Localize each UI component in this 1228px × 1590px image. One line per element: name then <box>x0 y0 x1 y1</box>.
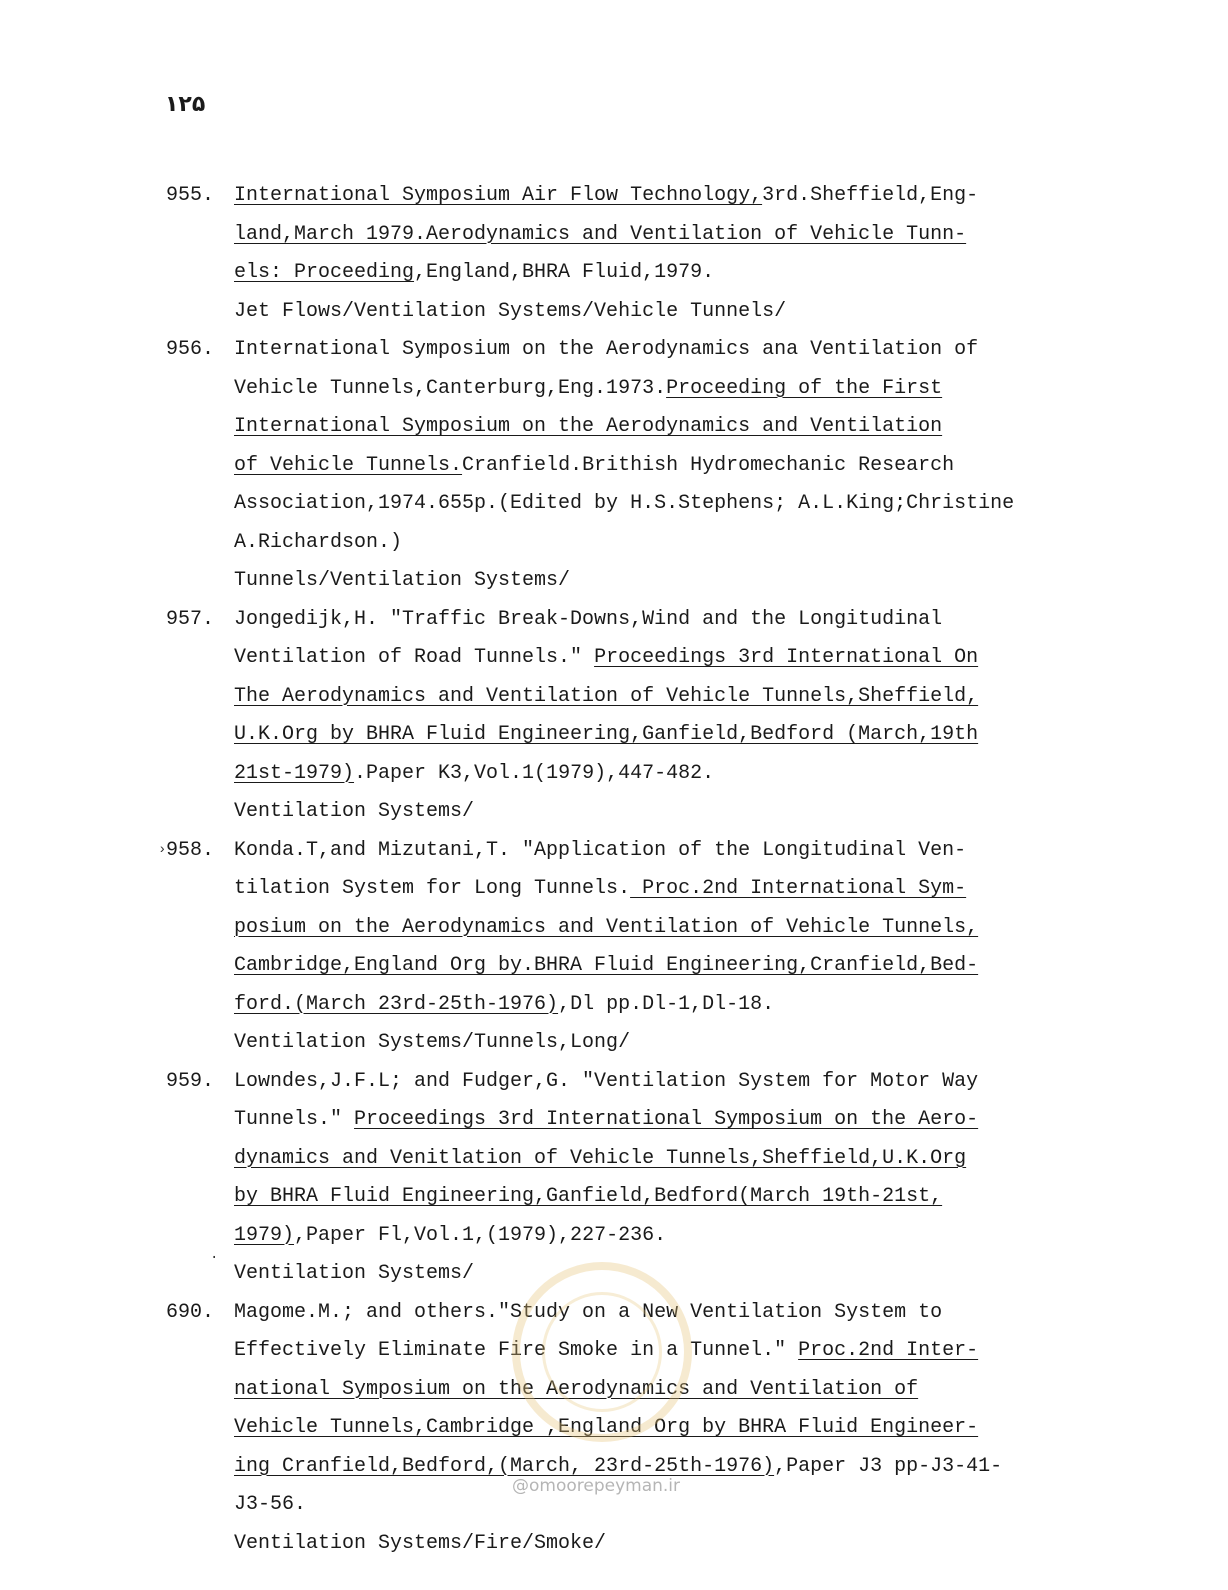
citation-line <box>234 370 1074 409</box>
bibliography-entry <box>0 331 1228 601</box>
citation-text-segment: .Paper K3,Vol.1(1979),447-482. <box>354 761 715 785</box>
citation-title-segment: els: Proceeding <box>234 261 415 284</box>
citation-line <box>234 870 1074 909</box>
citation-text-segment: Konda.T,and Mizutani,T. "Application of the Longitudinal Ven- <box>234 838 967 862</box>
watermark-url: @omoorepeyman.ir <box>512 1476 681 1496</box>
citation-text-segment: Ventilation of Road Tunnels." <box>234 646 595 669</box>
citation-line <box>234 1409 1074 1448</box>
citation-title-segment: Vehicle Tunnels,Cambridge ,England Org by BHRA Fluid Engineer- <box>234 1416 979 1439</box>
citation-line <box>234 909 1074 948</box>
citation-line <box>234 254 1074 293</box>
citation-title-segment: dynamics and Venitlation of Vehicle Tunnels,Sheffield,U.K.Org <box>234 1146 967 1170</box>
citation-line <box>234 678 1074 717</box>
citation-line <box>234 177 1074 216</box>
citation-text-segment: tilation System for Long Tunnels. <box>234 877 631 900</box>
citation-text-segment: Vehicle Tunnels,Canterburg,Eng.1973. <box>234 376 667 400</box>
citation-title-segment: Proceeding of the First <box>666 376 943 400</box>
citation-line <box>234 1371 1074 1410</box>
citation-title-segment: of Vehicle Tunnels. <box>234 453 463 477</box>
bibliography-list <box>0 177 1228 1563</box>
citation-line <box>234 524 1074 563</box>
citation-title-segment: Proc.2nd Inter- <box>798 1339 979 1362</box>
citation-text-segment: ,Paper J3 pp-J3-41- <box>774 1454 1003 1478</box>
citation-text-segment: Jongedijk,H. "Traffic Break-Downs,Wind and the Longitudinal <box>234 607 943 631</box>
citation-text-segment: J3-56. <box>234 1493 307 1516</box>
page-number: ١٢۵ <box>165 92 206 117</box>
citation-title-segment: 21st-1979) <box>234 761 355 785</box>
bibliography-entry <box>0 832 1228 1063</box>
citation-title-segment: Cambridge,England Org by.BHRA Fluid Engineering,Cranfield,Bed- <box>234 954 979 977</box>
citation-text-segment: Association,1974.655p.(Edited by H.S.Stephens; A.L.King;Christine <box>234 492 1015 515</box>
entry-number: 959. <box>166 1069 215 1093</box>
citation-title-segment: U.K.Org by BHRA Fluid Engineering,Ganfield,Bedford (March,19th <box>234 723 979 746</box>
citation-title-segment: ford.(March 23rd-25th-1976) <box>234 992 559 1016</box>
margin-mark: › <box>158 842 167 858</box>
citation-title-segment: land,March 1979.Aerodynamics and Ventilation of Vehicle Tunn- <box>234 222 967 246</box>
citation-line <box>234 331 1074 370</box>
citation-line <box>234 832 1074 871</box>
subject-headings: Tunnels/Ventilation Systems/ <box>234 569 571 592</box>
citation-line <box>234 1217 1074 1256</box>
entry-number: 955. <box>166 184 215 207</box>
citation-line <box>234 1140 1074 1179</box>
citation-line <box>234 485 1074 524</box>
citation-line <box>234 755 1074 794</box>
citation-title-segment: Proceedings 3rd International Symposium on the Aero- <box>354 1108 979 1131</box>
citation-text-segment: ,Paper Fl,Vol.1,(1979),227-236. <box>294 1223 667 1247</box>
citation-text-segment: 3rd.Sheffield,Eng- <box>762 184 979 207</box>
citation-title-segment: 1979) <box>234 1223 295 1247</box>
margin-mark: · <box>210 1250 219 1266</box>
citation-title-segment: ing Cranfield,Bedford,(March, 23rd-25th-1976) <box>234 1454 775 1478</box>
citation-line <box>234 716 1074 755</box>
citation-title-segment: national Symposium on the Aerodynamics and Ventilation of <box>234 1377 919 1401</box>
citation-line <box>234 216 1074 255</box>
citation-text-segment: Cranfield.Brithish Hydromechanic Research <box>462 453 955 477</box>
subject-headings: Ventilation Systems/Tunnels,Long/ <box>234 1031 631 1054</box>
citation-line <box>234 986 1074 1025</box>
citation-title-segment: posium on the Aerodynamics and Ventilation of Vehicle Tunnels, <box>234 915 979 939</box>
citation-title-segment: The Aerodynamics and Ventilation of Vehicle Tunnels,Sheffield, <box>234 684 979 708</box>
entry-number: 956. <box>166 338 215 361</box>
citation-line <box>234 1294 1074 1333</box>
subject-headings: Jet Flows/Ventilation Systems/Vehicle Tunnels/ <box>234 299 787 323</box>
citation-line <box>234 1332 1074 1371</box>
bibliography-entry <box>0 1063 1228 1294</box>
entry-number: 958. <box>166 838 215 862</box>
citation-title-segment: Proceedings 3rd International On <box>594 646 979 669</box>
citation-title-segment: International Symposium Air Flow Technology, <box>234 184 763 207</box>
citation-line <box>234 447 1074 486</box>
citation-text-segment: International Symposium on the Aerodynamics ana Ventilation of <box>234 338 979 361</box>
citation-text-segment: ,England,BHRA Fluid,1979. <box>414 261 715 284</box>
citation-line <box>234 947 1074 986</box>
citation-line <box>234 1063 1074 1102</box>
bibliography-entry <box>0 177 1228 331</box>
citation-text-segment: Effectively Eliminate Fire Smoke in a Tunnel." <box>234 1339 799 1362</box>
subject-headings: Ventilation Systems/ <box>234 800 475 823</box>
citation-text-segment: Lowndes,J.F.L; and Fudger,G. "Ventilation System for Motor Way <box>234 1069 979 1093</box>
citation-text-segment: Magome.M.; and others."Study on a New Ventilation System to <box>234 1300 943 1324</box>
citation-line <box>234 639 1074 678</box>
citation-line <box>234 408 1074 447</box>
bibliography-entry <box>0 601 1228 832</box>
entry-number: 957. <box>166 607 215 631</box>
citation-line <box>234 1101 1074 1140</box>
bibliography-entry <box>0 1294 1228 1564</box>
entry-number: 690. <box>166 1300 215 1324</box>
citation-title-segment: by BHRA Fluid Engineering,Ganfield,Bedford(March 19th-21st, <box>234 1185 943 1208</box>
citation-title-segment: International Symposium on the Aerodynamics and Ventilation <box>234 415 943 438</box>
subject-headings: Ventilation Systems/Fire/Smoke/ <box>234 1531 607 1555</box>
citation-title-segment: Proc.2nd International Sym- <box>630 877 967 900</box>
subject-headings: Ventilation Systems/ <box>234 1262 475 1285</box>
citation-text-segment: Tunnels." <box>234 1108 355 1131</box>
citation-line <box>234 601 1074 640</box>
citation-line <box>234 1178 1074 1217</box>
citation-text-segment: A.Richardson.) <box>234 530 403 554</box>
citation-text-segment: ,Dl pp.Dl-1,Dl-18. <box>558 992 775 1016</box>
